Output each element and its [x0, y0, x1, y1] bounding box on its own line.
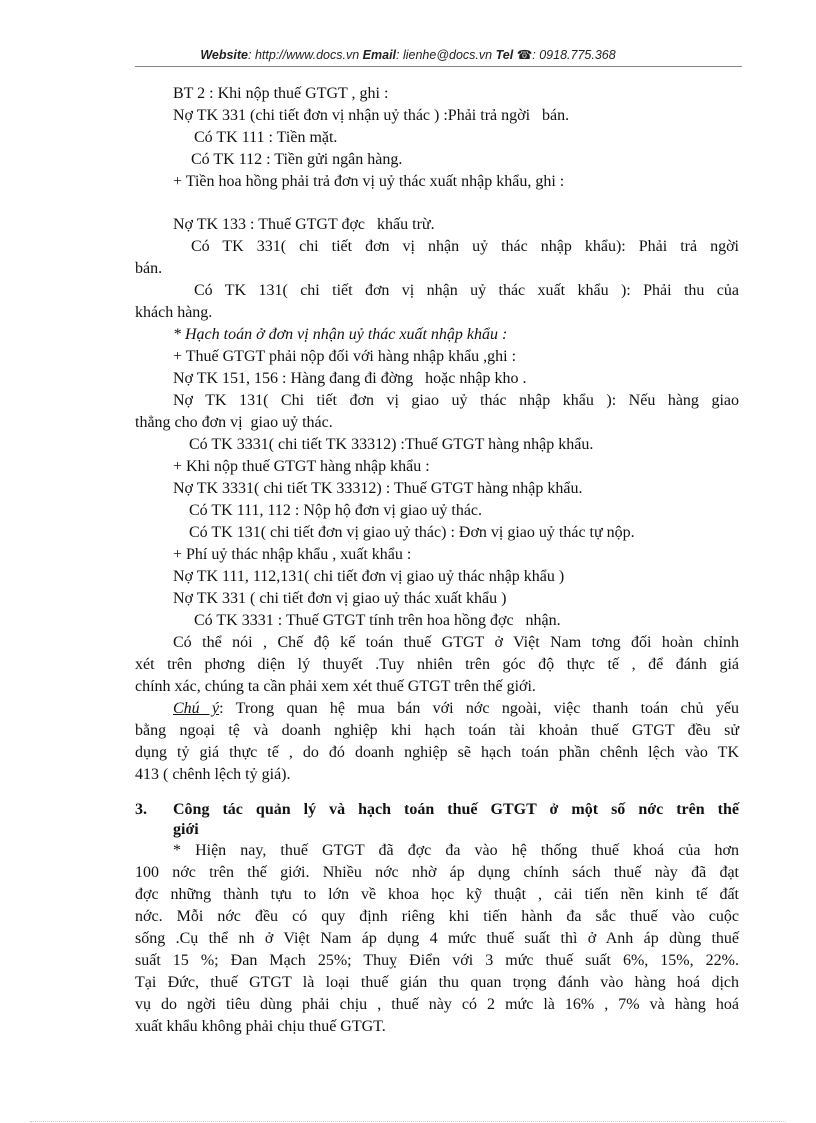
text-line: Nợ TK 331 ( chi tiết đơn vị giao uỷ thác xuất khẩu ) [173, 590, 507, 607]
text-line: bán. [135, 260, 163, 277]
text-line: Nợ TK 131( Chi tiết đơn vị giao uỷ thác nhập khẩu ): Nếu hàng giao [173, 392, 739, 409]
text-line: bằng ngoại tệ và doanh nghiệp khi hạch toán tài khoản thuế GTGT đều sử [135, 722, 739, 739]
text-line: + Phí uỷ thác nhập khẩu , xuất khẩu : [173, 546, 412, 563]
text-line: Có TK 331( chi tiết đơn vị nhận uỷ thác nhập khẩu): Phải trả ngời [191, 238, 739, 255]
text-line: nớc. Mỗi nớc đều có quy định riêng khi tiến hành đa sắc thuế vào cuộc [135, 908, 739, 925]
text-line: Có TK 3331( chi tiết TK 33312) :Thuế GTGT hàng nhập khẩu. [189, 436, 594, 453]
text-line: Có TK 111 : Tiền mặt. [194, 129, 338, 146]
website-label: Website [200, 48, 249, 62]
text-line: Có TK 111, 112 : Nộp hộ đơn vị giao uỷ thác. [189, 502, 483, 519]
email-value[interactable]: : lienhe@docs.vn [396, 48, 493, 62]
text-line: Nợ TK 151, 156 : Hàng đang đi đờng hoặc nhập kho . [173, 370, 527, 387]
tel-value: : 0918.775.368 [532, 48, 616, 62]
text-line: + Thuế GTGT phải nộp đối với hàng nhập khẩu ,ghi : [173, 348, 517, 365]
text-line: + Tiền hoa hồng phải trả đơn vị uỷ thác xuất nhập khẩu, ghi : [173, 173, 565, 190]
text-line: 413 ( chênh lệch tỷ giá). [135, 766, 291, 783]
text-line: 100 nớc trên thế giới. Nhiều nớc nhờ áp dụng chính sách thuế này đã đạt [135, 864, 739, 881]
note-line [135, 699, 739, 720]
text-line: Có TK 3331 : Thuế GTGT tính trên hoa hồng đợc nhận. [194, 612, 561, 629]
phone-icon: ☎ [516, 48, 533, 62]
text-line: Tại Đức, thuế GTGT là loại thuế gián thu quan trọng đánh vào hàng hoá dịch [135, 974, 739, 991]
text-line: Có TK 131( chi tiết đơn vị giao uỷ thác) : Đơn vị giao uỷ thác tự nộp. [189, 524, 635, 541]
section-title-cont: giới [173, 821, 199, 838]
text-line: Có TK 112 : Tiền gửi ngân hàng. [191, 151, 403, 168]
text-line: Nợ TK 3331( chi tiết TK 33312) : Thuế GTGT hàng nhập khẩu. [173, 480, 583, 497]
text-line: thẳng cho đơn vị giao uỷ thác. [135, 414, 333, 431]
email-label: Email [362, 48, 397, 62]
text-line: Nợ TK 331 (chi tiết đơn vị nhận uỷ thác ) :Phải trả ngời bán. [173, 107, 570, 124]
text-line: BT 2 : Khi nộp thuế GTGT , ghi : [173, 85, 389, 102]
text-line: suất 15 %; Đan Mạch 25%; Thuỵ Điển với 3 mức thuế suất 6%, 15%, 22%. [135, 952, 739, 969]
note-text: : Trong quan hệ mua bán với nớc ngoài, việc thanh toán chủ yếu [219, 700, 739, 717]
text-line: Có TK 131( chi tiết đơn vị nhận uỷ thác xuất khẩu ): Phải thu của [194, 282, 739, 299]
text-line: Nợ TK 133 : Thuế GTGT đợc khấu trừ. [173, 216, 435, 233]
section-title: Công tác quản lý và hạch toán thuế GTGT ở một số nớc trên thế [173, 801, 739, 818]
text-line: + Khi nộp thuế GTGT hàng nhập khẩu : [173, 458, 430, 475]
section-number: 3. [135, 801, 147, 818]
header-divider [135, 66, 742, 67]
page-header [0, 47, 816, 62]
text-line: xét trên phơng diện lý thuyết .Tuy nhiên trên góc độ thực tế , để đánh giá [135, 656, 739, 673]
text-line: Nợ TK 111, 112,131( chi tiết đơn vị giao uỷ thác nhập khẩu ) [173, 568, 565, 585]
note-label: Chú ý [173, 700, 220, 717]
text-line: Có thể nói , Chế độ kế toán thuế GTGT ở Việt Nam tơng đối hoàn chỉnh [173, 634, 739, 651]
text-line: đợc những thành tựu to lớn về khoa học kỹ thuật , cải tiến nền kinh tế đất [135, 886, 739, 903]
tel-label: Tel [495, 48, 514, 62]
text-line: xuất khẩu không phải chịu thuế GTGT. [135, 1018, 386, 1035]
text-line: khách hàng. [135, 304, 213, 321]
text-line: chính xác, chúng ta cần phải xem xét thuế GTGT trên thế giới. [135, 678, 536, 695]
text-line: sống .Cụ thể nh ở Việt Nam áp dụng 4 mức thuế suất thì ở Anh áp dùng thuế [135, 930, 739, 947]
subsection-heading: * Hạch toán ở đơn vị nhận uỷ thác xuất nhập khẩu : [173, 326, 508, 343]
text-line: * Hiện nay, thuế GTGT đã đợc đa vào hệ thống thuế khoá của hơn [173, 842, 739, 859]
text-line: vụ do ngời tiêu dùng phải chịu , thuế này có 2 mức là 16% , 7% và hàng hoá [135, 996, 739, 1013]
text-line: dụng tỷ giá thực tế , do đó doanh nghiệp sẽ hạch toán phần chênh lệch vào TK [135, 744, 739, 761]
footer-divider [30, 1121, 786, 1122]
website-value[interactable]: : http://www.docs.vn [248, 48, 360, 62]
